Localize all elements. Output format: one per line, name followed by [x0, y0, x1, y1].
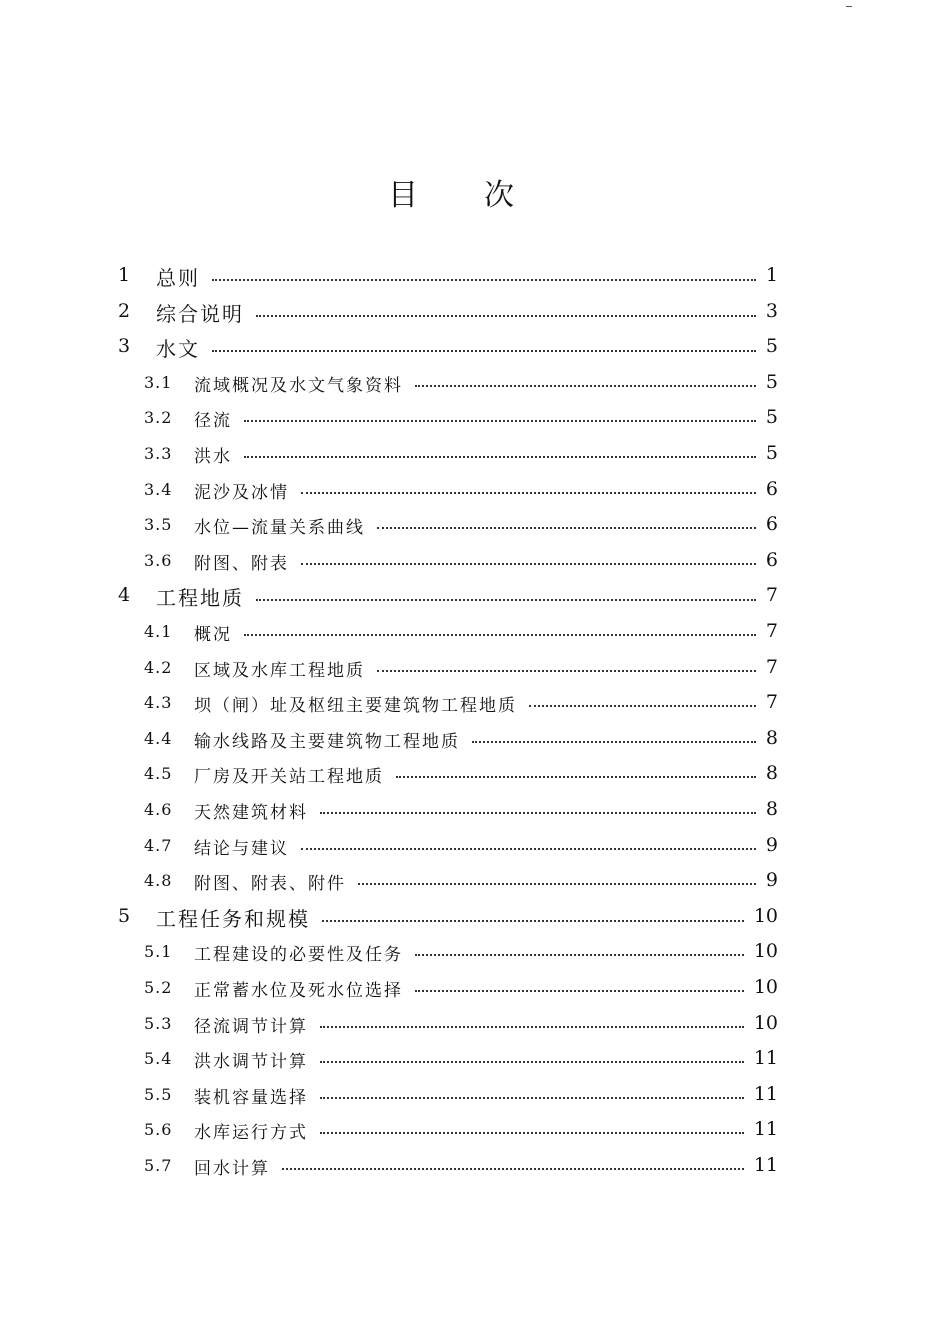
toc-entry-number: 5.3	[144, 1013, 173, 1033]
toc-entry-number: 3.2	[144, 408, 173, 428]
toc-entry-page-number: 7	[765, 691, 778, 714]
dot-leader	[320, 812, 756, 814]
toc-entry-title: 回水计算	[194, 1159, 270, 1179]
toc-entry-number: 4.3	[144, 693, 173, 713]
toc-entry-number: 3.4	[144, 479, 173, 499]
dot-leader	[320, 1026, 744, 1028]
dot-leader	[529, 705, 756, 707]
dot-leader	[282, 1168, 744, 1170]
toc-entry-page-number: 8	[765, 762, 778, 785]
dot-leader	[244, 420, 756, 422]
toc-entry-title: 坝（闸）址及枢纽主要建筑物工程地质	[194, 696, 517, 717]
toc-entry-page-number: 9	[765, 833, 778, 856]
toc-entry-title: 水文	[156, 337, 200, 362]
toc-entry-number: 4.2	[144, 657, 173, 677]
toc-entry-number: 5.7	[144, 1156, 173, 1175]
toc-entry-title: 水位—流量关系曲线	[194, 518, 365, 539]
toc-entry[interactable]	[0, 618, 950, 650]
toc-entry-page-number: 7	[765, 584, 778, 607]
toc-entry[interactable]	[0, 333, 950, 365]
dot-leader	[244, 634, 756, 636]
toc-entry-page-number: 10	[753, 976, 778, 998]
dot-leader	[415, 385, 756, 387]
toc-entry-number: 3	[118, 335, 131, 358]
toc-entry-page-number: 9	[765, 869, 778, 892]
dot-leader	[377, 670, 756, 672]
toc-entry-title: 流域概况及水文气象资料	[194, 375, 403, 396]
toc-entry-title: 输水线路及主要建筑物工程地质	[194, 731, 460, 752]
dot-leader	[244, 456, 756, 458]
toc-entry-title: 附图、附表	[194, 553, 289, 574]
dot-leader	[377, 527, 756, 529]
dot-leader	[358, 883, 756, 885]
toc-entry-number: 4.6	[144, 800, 173, 819]
toc-entry-page-number: 5	[765, 442, 778, 464]
toc-entry-page-number: 6	[765, 513, 778, 536]
toc-entry-page-number: 6	[765, 477, 778, 500]
toc-entry-number: 5.1	[144, 942, 173, 962]
toc-entry-title: 结论与建议	[194, 838, 289, 859]
toc-entry[interactable]	[0, 298, 950, 330]
toc-entry-number: 5.6	[144, 1120, 173, 1140]
toc-entry-number: 1	[118, 264, 131, 286]
toc-entry[interactable]	[0, 511, 950, 543]
toc-entry-page-number: 7	[765, 655, 778, 678]
toc-entry[interactable]	[0, 867, 950, 899]
toc-entry-title: 附图、附表、附件	[194, 874, 346, 895]
toc-entry[interactable]	[0, 903, 950, 935]
toc-entry[interactable]	[0, 1081, 950, 1113]
toc-entry[interactable]	[0, 1152, 950, 1184]
toc-entry-page-number: 11	[753, 1154, 778, 1176]
toc-entry-number: 4.1	[144, 622, 173, 641]
toc-entry-title: 总则	[156, 266, 200, 290]
dot-leader	[301, 492, 756, 494]
toc-entry-title: 区域及水库工程地质	[194, 660, 365, 681]
toc-entry-title: 径流调节计算	[194, 1016, 308, 1037]
dot-leader	[320, 1097, 744, 1099]
toc-entry[interactable]	[0, 725, 950, 757]
toc-entry-page-number: 11	[753, 1047, 778, 1070]
toc-entry-title: 水库运行方式	[194, 1123, 308, 1144]
toc-entry-number: 4.8	[144, 871, 173, 891]
toc-entry-number: 3.3	[144, 444, 173, 463]
toc-entry-number: 5	[118, 904, 131, 927]
toc-entry-title: 径流	[194, 411, 232, 432]
toc-entry-title: 工程地质	[156, 586, 244, 611]
toc-entry-title: 洪水	[194, 447, 232, 467]
toc-entry-title: 综合说明	[156, 301, 244, 326]
toc-entry[interactable]	[0, 832, 950, 864]
toc-entry-page-number: 5	[765, 370, 778, 393]
dot-leader	[472, 741, 756, 743]
toc-entry-number: 3.5	[144, 515, 173, 535]
toc-entry-number: 4.7	[144, 835, 173, 855]
toc-entry[interactable]	[0, 440, 950, 472]
dot-leader	[256, 599, 756, 601]
toc-entry[interactable]	[0, 1045, 950, 1077]
title-char-1: 目	[388, 178, 418, 213]
toc-entry-page-number: 6	[765, 548, 778, 571]
dot-leader	[415, 954, 744, 956]
title-char-2: 次	[484, 178, 514, 213]
toc-entry-title: 工程任务和规模	[156, 906, 310, 931]
toc-entry-page-number: 10	[753, 1011, 778, 1034]
toc-entry-page-number: 8	[765, 798, 778, 820]
dot-leader	[301, 563, 756, 565]
toc-entry-page-number: 10	[753, 904, 778, 927]
toc-entry-number: 3.1	[144, 372, 173, 392]
toc-entry[interactable]	[0, 760, 950, 792]
toc-entry[interactable]	[0, 1010, 950, 1042]
toc-entry[interactable]	[0, 689, 950, 721]
toc-entry[interactable]	[0, 654, 950, 686]
toc-entry-title: 装机容量选择	[194, 1087, 308, 1108]
toc-entry-title: 泥沙及冰情	[194, 482, 289, 503]
dot-leader	[320, 1061, 744, 1063]
toc-entry-title: 工程建设的必要性及任务	[194, 945, 403, 966]
toc-entry[interactable]	[0, 547, 950, 579]
toc-entry[interactable]	[0, 974, 950, 1006]
toc-entry-number: 5.2	[144, 978, 173, 997]
dot-leader	[415, 990, 744, 992]
toc-entry-title: 正常蓄水位及死水位选择	[194, 981, 403, 1001]
toc-entry-number: 4.4	[144, 728, 173, 748]
toc-entry-number: 3.6	[144, 550, 173, 570]
toc-entry-page-number: 5	[765, 406, 778, 429]
toc-entry-title: 概况	[194, 625, 232, 645]
toc-entry[interactable]	[0, 262, 950, 294]
scan-mark	[846, 6, 852, 7]
toc-entry-page-number: 5	[765, 335, 778, 358]
dot-leader	[396, 776, 756, 778]
toc-entry-number: 5.4	[144, 1049, 173, 1069]
toc-entry-page-number: 1	[765, 264, 778, 286]
toc-entry[interactable]	[0, 476, 950, 508]
dot-leader	[322, 920, 744, 922]
toc-entry-page-number: 8	[765, 726, 778, 749]
toc-entry-number: 4	[118, 584, 131, 607]
toc-entry[interactable]	[0, 796, 950, 828]
toc-entry-page-number: 11	[753, 1118, 778, 1141]
toc-entry-number: 5.5	[144, 1084, 173, 1104]
dot-leader	[212, 350, 756, 352]
dot-leader	[301, 848, 756, 850]
toc-entry[interactable]	[0, 369, 950, 401]
toc-entry-title: 洪水调节计算	[194, 1052, 308, 1073]
toc-entry[interactable]	[0, 582, 950, 614]
toc-entry-title: 厂房及开关站工程地质	[194, 767, 384, 788]
toc-entry-number: 4.5	[144, 764, 173, 784]
toc-entry[interactable]	[0, 938, 950, 970]
dot-leader	[212, 279, 756, 281]
toc-entry-page-number: 10	[753, 940, 778, 963]
toc-entry-page-number: 11	[753, 1082, 778, 1105]
dot-leader	[320, 1132, 744, 1134]
toc-entry-title: 天然建筑材料	[194, 803, 308, 823]
toc-entry[interactable]	[0, 1116, 950, 1148]
toc-entry-page-number: 3	[765, 299, 778, 322]
toc-entry[interactable]	[0, 404, 950, 436]
dot-leader	[256, 315, 756, 317]
toc-entry-page-number: 7	[765, 620, 778, 642]
toc-entry-number: 2	[118, 299, 131, 322]
